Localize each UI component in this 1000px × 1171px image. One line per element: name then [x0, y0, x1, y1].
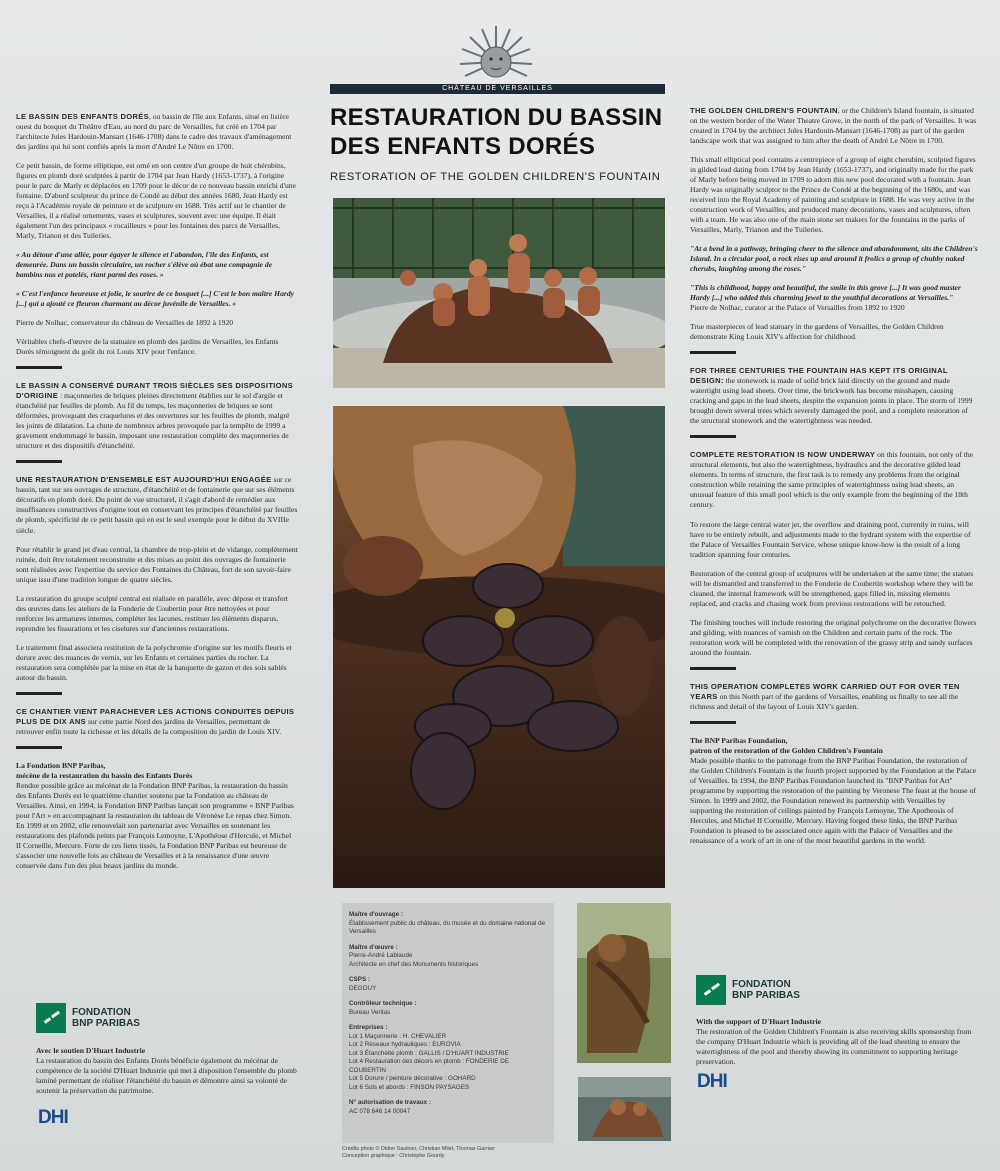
- divider: [16, 746, 62, 749]
- french-column: LE BASSIN DES ENFANTS DORÉS, ou bassin de l'île aux Enfants, situé en lisière ouest du bosquet du Théâtre d'Eau, au nord du parc de Versailles, fut créé en 1704 par l'architecte Jules Hardouin-Mansart (1646-1708) dans le cadre des travaux d'aménagement des jardins qui lui sont confiés après la mort d'André Le Nôtre en 1700. Ce petit bassin, de forme elliptique, est orné en son centre d'un groupe de huit chérubins, figures en plomb doré sculptées à partir de 1704 par Jean Hardy (1653-1737), à l'origine pour le parc de Marly et déplacées en 1709 pour le décor de ce nouveau bassin enrichi d'une fontaine. D'abord sculpteur du prince de Condé au début des années 1680, Jean Hardy est reçu à l'Académie royale de peinture et de sculpture en 1688. Très actif sur le chantier de Versailles, il a réalisé ornements, vases et sculptures, souvent avec une équipe. Il était également l'un des principaux « rocailleurs » pour les fontaines des parcs de Versailles, Marly, Trianon et des Tuileries. « Au détour d'une allée, pour égayer le silence et l'abandon, l'île des Enfants, est demeurée. Dans un bassin circulaire, un rocher s'élève où ébat une compagnie de bambins nus et potelés, riant parmi des roses. » « C'est l'enfance heureuse et jolie, le sourire de ce bosquet [...] C'est le bon maître Hardy [...] qui a ajouté ce fleuron charmant au décor juvénile de Versailles. » Pierre de Nolhac, conservateur du château de Versailles de 1892 à 1920 Véritables chefs-d'œuvre de la statuaire en plomb des jardins de Versailles, les Enfants Dorés témoignent du goût du roi Louis XIV pour l'enfance. LE BASSIN A CONSERVÉ DURANT TROIS SIÈCLES SES DISPOSITIONS D'ORIGINE : maçonneries de briques pleines directement établies sur le sol d'argile et étanchéité par feuilles de plomb. Au fil du temps, les maçonneries de briques se sont déformées, provoquant des craquelures et des ouvertures sur les feuilles de plomb, malgré les joints de dilatation. La chute de nombreux arbres provoquée par la tempête de 1999 a gravement endommagé le bassin, imposant une restauration complète des maçonneries de structure et des dispositifs d'étanchéité. UNE RESTAURATION D'ENSEMBLE EST AUJOURD'HUI ENGAGÉE sur ce bassin, tant sur ses ouvrages de structure, d'étanchéité et de fontainerie que sur ses éléments décoratifs en plomb doré. Du point de vue structurel, il s'agit d'abord de remédier aux insuffisances constructives d'origine tout en conservant les principes d'étanchéité par feuilles de plomb, spécificité de ce petit bassin qui en est le seul exemple pour le début du XVIIIe siècle. Pour rétablir le grand jet d'eau central, la chambre de trop-plein et de vidange, complètement ruinée, doit être totalement reconstruite et des mises au point des ouvrages de fontainerie sont réalisées avec l'expertise du service des Fontaines du Château, fort de son savoir-faire unique issu d'une tradition longue de quatre siècles. La restauration du groupe sculpté central est réalisée en parallèle, avec dépose et transfert des œuvres dans les ateliers de la Fonderie de Coubertin pour être nettoyées et pour renforcer les armatures internes, compléter les lacunes, restituer les éléments disparus, reprendre les fissurations et les ciselures sur d'anciennes restaurations. Le traitement final associera restitution de la polychromie d'origine sur les motifs fleuris et dorure avec des nuances de vernis, sur les Enfants et certaines parties du rocher. La restauration sera complétée par la mise en état de la banquette de gazon et des sols sablés autour du bassin. CE CHANTIER VIENT PARACHEVER LES ACTIONS CONDUITES DEPUIS PLUS DE DIX ANS sur cette partie Nord des jardins de Versailles, permettant de retrouver enfin toute la richesse et les détails de la composition du jardin de Louis XIV. La Fondation BNP Paribas, mécène de la restauration du bassin des Enfants Dorés Rendue possible grâce au mécénat de la Fondation BNP Paribas, la restauration du bassin des Enfants Dorés est le quatrième chantier soutenu par la Fondation au château de Versailles. Ainsi, en 1994, la Fondation BNP Paribas lançait son programme « BNP Paribas pour l'Art » en accompagnant la restauration du tableau de Véronèse Le repas chez Simon. En 1999 et en 2002, elle renouvelait son partenariat avec Versailles en soutenant les restaurations des plafonds peints par François Lemoyne, L'Apothéose d'Hercule, et Michel II Corneille, Mercure. Forte de ces liens tissés, la Fondation BNP Paribas est heureuse de s'associer une nouvelle fois au château de Versailles et à la renaissance d'une œuvre conservée dans l'un des plus beaux jardins du monde.: [16, 112, 298, 870]
- fondation-bnp-logo: FONDATION BNP PARIBAS: [696, 975, 800, 1005]
- fountain-photo: [333, 198, 665, 388]
- divider: [690, 351, 736, 354]
- fondation-bnp-logo: FONDATION BNP PARIBAS: [36, 1003, 140, 1033]
- lot-item: Lot 4 Restauration des décors en plomb : FONDERIE DE COUBERTIN: [349, 1058, 509, 1074]
- statue-detail-photo: [577, 903, 671, 1063]
- quote: « Au détour d'une allée, pour égayer le silence et l'abandon, l'île des Enfants, est demeurée. Dans un bassin circulaire, un rocher s'élève où ébat une compagnie de bambins nus et potelés, riant parmi des roses. »: [16, 250, 273, 280]
- lot-item: Lot 1 Maçonnerie : H. CHEVALIER: [349, 1032, 447, 1040]
- lot-item: Lot 3 Étanchéité plomb : GALLIS / D'HUART INDUSTRIE: [349, 1049, 509, 1057]
- statue-small-photo: [578, 1077, 671, 1141]
- dhi-logo: DHI: [38, 1107, 68, 1128]
- lot-item: Lot 6 Sols et abords : FINSON PAYSAGES: [349, 1083, 470, 1091]
- divider: [690, 667, 736, 670]
- attribution: Pierre de Nolhac, conservateur du château de Versailles de 1892 à 1920: [16, 318, 234, 328]
- dhi-logo: DHI: [697, 1071, 727, 1092]
- lot-item: Lot 5 Dorure / peinture décorative : GOHARD: [349, 1075, 476, 1082]
- quote: "This is childhood, happy and beautiful, the smile in this grove [...] It was good master Hardy [...] who added this charming jewel to the youthful decorations at Versailles.": [690, 283, 961, 303]
- divider: [16, 460, 62, 463]
- divider: [16, 366, 62, 369]
- quote: "At a bend in a pathway, bringing cheer to the silence and abandonment, sits the Children's Island. In a circular pool, a rock rises up and around it frolics a group of chubby naked cherubs, laughing among the roses.": [690, 244, 978, 274]
- bnp-stars-icon: [36, 1003, 66, 1033]
- page-subtitle: RESTORATION OF THE GOLDEN CHILDREN'S FOUNTAIN: [330, 171, 661, 183]
- lot-item: Lot 2 Réseaux hydrauliques : EUROVIA: [349, 1041, 461, 1048]
- attribution: Pierre de Nolhac, curator at the Palace of Versailles from 1892 to 1920: [690, 303, 905, 313]
- dhuart-block-en: With the support of D'Huart Industrie The restoration of the Golden Children's Fountain is also receiving skills sponsorship from the company D'Huart Industrie which is providing all of the lead sheeting to ensure the watertightness of the pool and thereby showing its commitment to supporting heritage preservation.: [696, 1017, 972, 1067]
- quote: « C'est l'enfance heureuse et jolie, le sourire de ce bosquet [...] C'est le bon maître Hardy [...] qui a ajouté ce fleuron charmant au décor juvénile de Versailles. »: [16, 289, 294, 309]
- photo-credits: Crédits photo © Didier Saulnier, Christian Milet, Thomas Garnier Conception graphique : Christophe Gourdy: [342, 1146, 496, 1160]
- divider: [16, 692, 62, 695]
- cherub-closeup-photo: [333, 406, 665, 888]
- divider: [690, 435, 736, 438]
- divider: [690, 721, 736, 724]
- english-column: THE GOLDEN CHILDREN'S FOUNTAIN, or the Children's Island fountain, is situated on the western border of the Water Theatre Grove, in the north of the park of Versailles. It was created in 1704 by the architect Jules Hardouin-Mansart (1646-1708) as part of the garden landscape work that was assigned to him after the death of André Le Nôtre in 1700. This small elliptical pool contains a centrepiece of a group of eight cherubim, sculpted figures in gilded lead dating from 1704 by Jean Hardy (1653-1737), and originally made for the park of Marly before being moved in 1709 to adorn this new pool decorated with a fountain. Jean Hardy was originally sculptor to the Prince de Condé at the beginning of the 1680s, and was received into the Royal Academy of painting and sculpture in 1688. He was very active in the construction work of Versailles, and produced many decorations, vases and sculptures, often with a team. He was also one of the main stone set makers for the fountains in the parks of Versailles, Marly, Trianon and the Tuileries. "At a bend in a pathway, bringing cheer to the silence and abandonment, sits the Children's Island. In a circular pool, a rock rises up and around it frolics a group of chubby naked cherubs, laughing among the roses." "This is childhood, happy and beautiful, the smile in this grove [...] It was good master Hardy [...] who added this charming jewel to the youthful decorations at Versailles." Pierre de Nolhac, curator at the Palace of Versailles from 1892 to 1920 True masterpieces of lead statuary in the gardens of Versailles, the Golden Children demonstrate King Louis XIV's affection for childhood. FOR THREE CENTURIES THE FOUNTAIN HAS KEPT ITS ORIGINAL DESIGN: the stonework is made of solid brick laid directly on the ground and made watertight using lead sheets. Over time, the brickwork has become misshapen, causing cracking and gaps in the lead sheets, despite the expansion joints in place. The storm of 1999 brought down several trees which severely damaged the pool, and a complete restoration of the structural stonework and the watertightness was needed. COMPLETE RESTORATION IS NOW UNDERWAY on this fountain, not only of the structural elements, but also the watertightness, hydraulics and the decorative gilded lead elements. In terms of structure, the first task is to remedy any problems from the original construction while retaining the same principles of watertightness using lead sheets, an unusual feature of this small pool which is the only example from the beginning of the 18th century. To restore the large central water jet, the overflow and draining pool, currently in ruins, will have to be entirely rebuilt, and adjustments made to the hydrant system with the expertise of the Palace of Versailles Fountain Service, whose unique know-how is the result of a long tradition spanning four centuries. Restoration of the central group of sculptures will be undertaken at the same time; the statues will be dismantled and transferred to the Fonderie de Coubertin workshop where they will be cleaned, the internal framework will be strengthened, gaps filled in, missing elements replaced, and cracks and chasing work from previous restorations will be retouched. The finishing touches will include restoring the original polychrome on the decorative flowers and gilding, with nuances of varnish on the Children and certain parts of the rock. The restoration work will be completed with the renovation of the grassy strip and sandy surfaces around the fountain. THIS OPERATION COMPLETES WORK CARRIED OUT FOR OVER TEN YEARS on this North part of the gardens of Versailles, enabling us finally to see all the richness and detail of the layout of Louis XIV's garden. The BNP Paribas Foundation, patron of the restoration of the Golden Children's Fountain Made possible thanks to the patronage from the BNP Paribas Foundation, the restoration of the Golden Children's Fountain is the fourth project supported by the Foundation at the Palace of Versailles. In 1994, the BNP Paribas Foundation launched its "BNP Paribas for Art" programme by supporting the restoration of the painting by Veronese The feast at the house of Simon. In 1999 and 2002, the Foundation renewed its partnership with Versailles by supporting the restoration of ceilings painted by François Lemoyne, The Apotheosis of Hercules, and Michel II Corneille, Mercury. Having forged these links, the BNP Paribas Foundation is pleased to be associated once again with the Palace of Versailles and the renaissance of a work of art in one of the most beautiful gardens in the world.: [690, 106, 978, 845]
- chateau-banner: CHÂTEAU DE VERSAILLES: [330, 84, 665, 94]
- page-title: RESTAURATION DU BASSIN DES ENFANTS DORÉS: [330, 104, 663, 160]
- dhuart-block-fr: Avec le soutien D'Huart Industrie La restauration du bassin des Enfants Dorés bénéficie également du mécénat de compétence de la société D'Huart Industrie qui met à disposition l'ensemble du plomb laminé permettant de réaliser l'étanchéité du bassin et démontre ainsi sa volonté de soutenir la préservation du patrimoine.: [36, 1046, 297, 1096]
- bnp-stars-icon: [696, 975, 726, 1005]
- project-credits-box: Maître d'ouvrage : Établissement public du château, du musée et du domaine national de Versailles Maître d'œuvre : Pierre-André Lablaude Architecte en chef des Monuments historiques CSPS : DEGOUY Contrôleur technique : Bureau Veritas Entreprises : Lot 1 Maçonnerie : H. CHEVALIER Lot 2 Réseaux hydrauliques : EUROVIA Lot 3 Étanchéité plomb : GALLIS / D'HUART INDUSTRIE Lot 4 Restauration des décors en plomb : FONDERIE DE COUBERTIN Lot 5 Dorure / peinture décorative : GOHARD Lot 6 Sols et abords : FINSON PAYSAGES N° autorisation de travaux : AC 078 646 14 00047: [342, 903, 554, 1143]
